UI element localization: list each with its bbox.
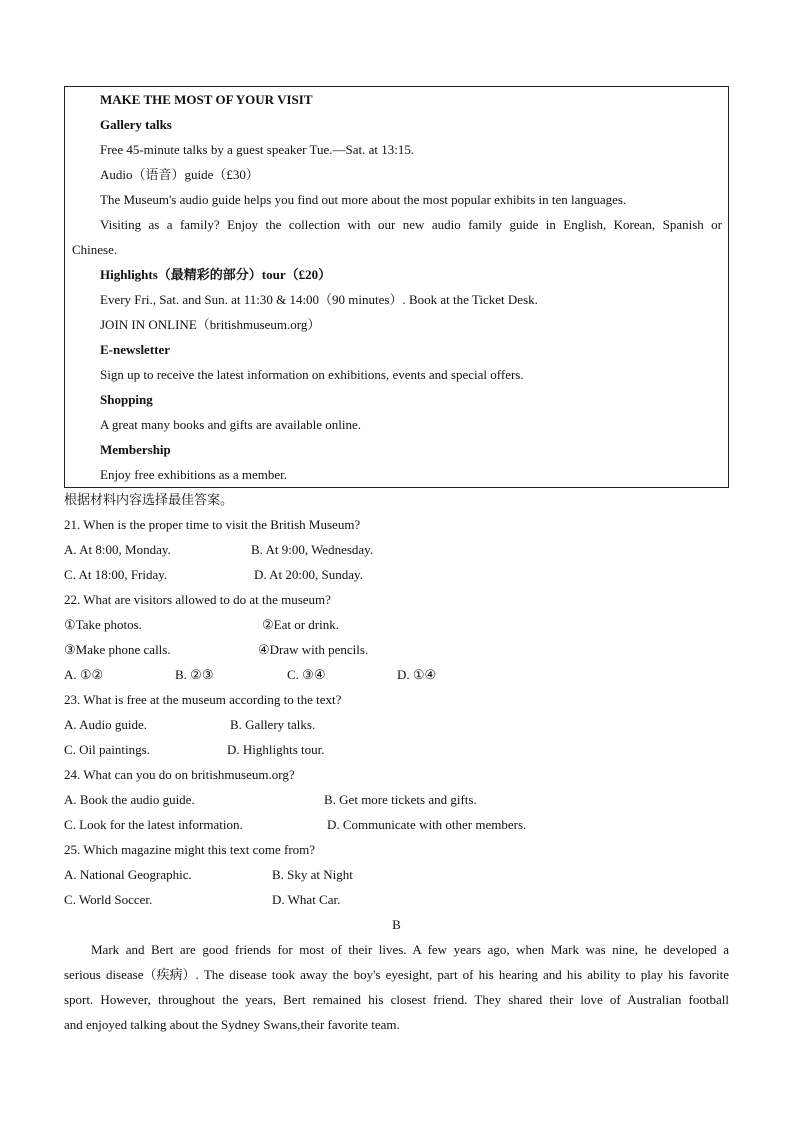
gallery-talks-text: Free 45-minute talks by a guest speaker Tue.—Sat. at 13:15. xyxy=(100,142,415,157)
question-22-options-row xyxy=(64,662,729,687)
enewsletter-heading: E-newsletter xyxy=(100,342,171,357)
passage-line-text: Mark and Bert are good friends for most of their lives. A few years ago, when Mark was nine, he developed a xyxy=(91,942,729,957)
option-d: D. Highlights tour. xyxy=(227,742,325,757)
membership-text: Enjoy free exhibitions as a member. xyxy=(100,467,288,482)
shopping-heading: Shopping xyxy=(100,392,153,407)
passage-line-text: sport. However, throughout the years, Bert remained his closest friend. They shared their love of Australian football xyxy=(64,992,729,1007)
passage-b-label: B xyxy=(392,917,401,932)
option-b: B. ②③ xyxy=(175,667,214,682)
family-guide-line-1-text: Visiting as a family? Enjoy the collection with our new audio family guide in English, Korean, Spanish or xyxy=(100,217,722,232)
question-22-items-row-1 xyxy=(64,612,729,637)
item-2: ②Eat or drink. xyxy=(262,617,339,632)
enewsletter-text: Sign up to receive the latest information on exhibitions, events and special offers. xyxy=(100,367,524,382)
item-1: ①Take photos. xyxy=(64,617,142,632)
option-c: C. Look for the latest information. xyxy=(64,817,243,832)
option-a: A. ①② xyxy=(64,667,104,682)
option-c: C. At 18:00, Friday. xyxy=(64,567,168,582)
option-d: D. Communicate with other members. xyxy=(327,817,527,832)
option-c: C. Oil paintings. xyxy=(64,742,150,757)
option-b: B. At 9:00, Wednesday. xyxy=(251,542,374,557)
gallery-talks-heading: Gallery talks xyxy=(100,117,172,132)
family-guide-line-1 xyxy=(100,212,722,237)
question-25-options-row-1 xyxy=(64,862,729,887)
highlights-tour-heading: Highlights（最精彩的部分）tour（£20） xyxy=(100,267,332,282)
item-3: ③Make phone calls. xyxy=(64,642,171,657)
family-guide-line-2: Chinese. xyxy=(72,242,118,257)
question-24-stem: 24. What can you do on britishmuseum.org? xyxy=(64,767,295,782)
question-24-options-row-2 xyxy=(64,812,729,837)
audio-guide-heading: Audio（语音）guide（£30） xyxy=(100,167,259,182)
question-25-stem: 25. Which magazine might this text come from? xyxy=(64,842,316,857)
option-d: D. What Car. xyxy=(272,892,341,907)
notice-title: MAKE THE MOST OF YOUR VISIT xyxy=(100,92,313,107)
join-online-text: JOIN IN ONLINE（britishmuseum.org） xyxy=(100,317,321,332)
passage-line-text: serious disease（疾病）. The disease took away the boy's eyesight, part of his hearing and his ability to play his favorite xyxy=(64,967,729,982)
question-21-options-row-1 xyxy=(64,537,729,562)
shopping-text: A great many books and gifts are available online. xyxy=(100,417,362,432)
option-a: A. Audio guide. xyxy=(64,717,148,732)
option-a: A. Book the audio guide. xyxy=(64,792,195,807)
question-23-stem: 23. What is free at the museum according to the text? xyxy=(64,692,342,707)
option-c: C. World Soccer. xyxy=(64,892,153,907)
question-21-options-row-2 xyxy=(64,562,729,587)
instruction: 根据材料内容选择最佳答案。 xyxy=(64,492,234,507)
passage-line xyxy=(91,937,729,962)
question-24-options-row-1 xyxy=(64,787,729,812)
question-23-options-row-1 xyxy=(64,712,729,737)
questions-section xyxy=(64,487,729,1037)
question-21-stem: 21. When is the proper time to visit the British Museum? xyxy=(64,517,361,532)
option-b: B. Gallery talks. xyxy=(230,717,316,732)
museum-notice-box xyxy=(64,86,729,488)
option-d: D. ①④ xyxy=(397,667,437,682)
item-4: ④Draw with pencils. xyxy=(258,642,369,657)
question-23-options-row-2 xyxy=(64,737,729,762)
highlights-tour-text: Every Fri., Sat. and Sun. at 11:30 & 14:00（90 minutes）. Book at the Ticket Desk. xyxy=(100,292,538,307)
option-c: C. ③④ xyxy=(287,667,326,682)
option-b: B. Get more tickets and gifts. xyxy=(324,792,477,807)
option-b: B. Sky at Night xyxy=(272,867,353,882)
question-22-items-row-2 xyxy=(64,637,729,662)
question-22-stem: 22. What are visitors allowed to do at the museum? xyxy=(64,592,331,607)
membership-heading: Membership xyxy=(100,442,171,457)
option-a: A. At 8:00, Monday. xyxy=(64,542,171,557)
option-d: D. At 20:00, Sunday. xyxy=(254,567,363,582)
passage-line xyxy=(64,962,729,987)
passage-line: and enjoyed talking about the Sydney Swans,their favorite team. xyxy=(64,1017,400,1032)
question-25-options-row-2 xyxy=(64,887,729,912)
audio-guide-text: The Museum's audio guide helps you find out more about the most popular exhibits in ten languages. xyxy=(100,192,627,207)
option-a: A. National Geographic. xyxy=(64,867,192,882)
passage-line xyxy=(64,987,729,1012)
